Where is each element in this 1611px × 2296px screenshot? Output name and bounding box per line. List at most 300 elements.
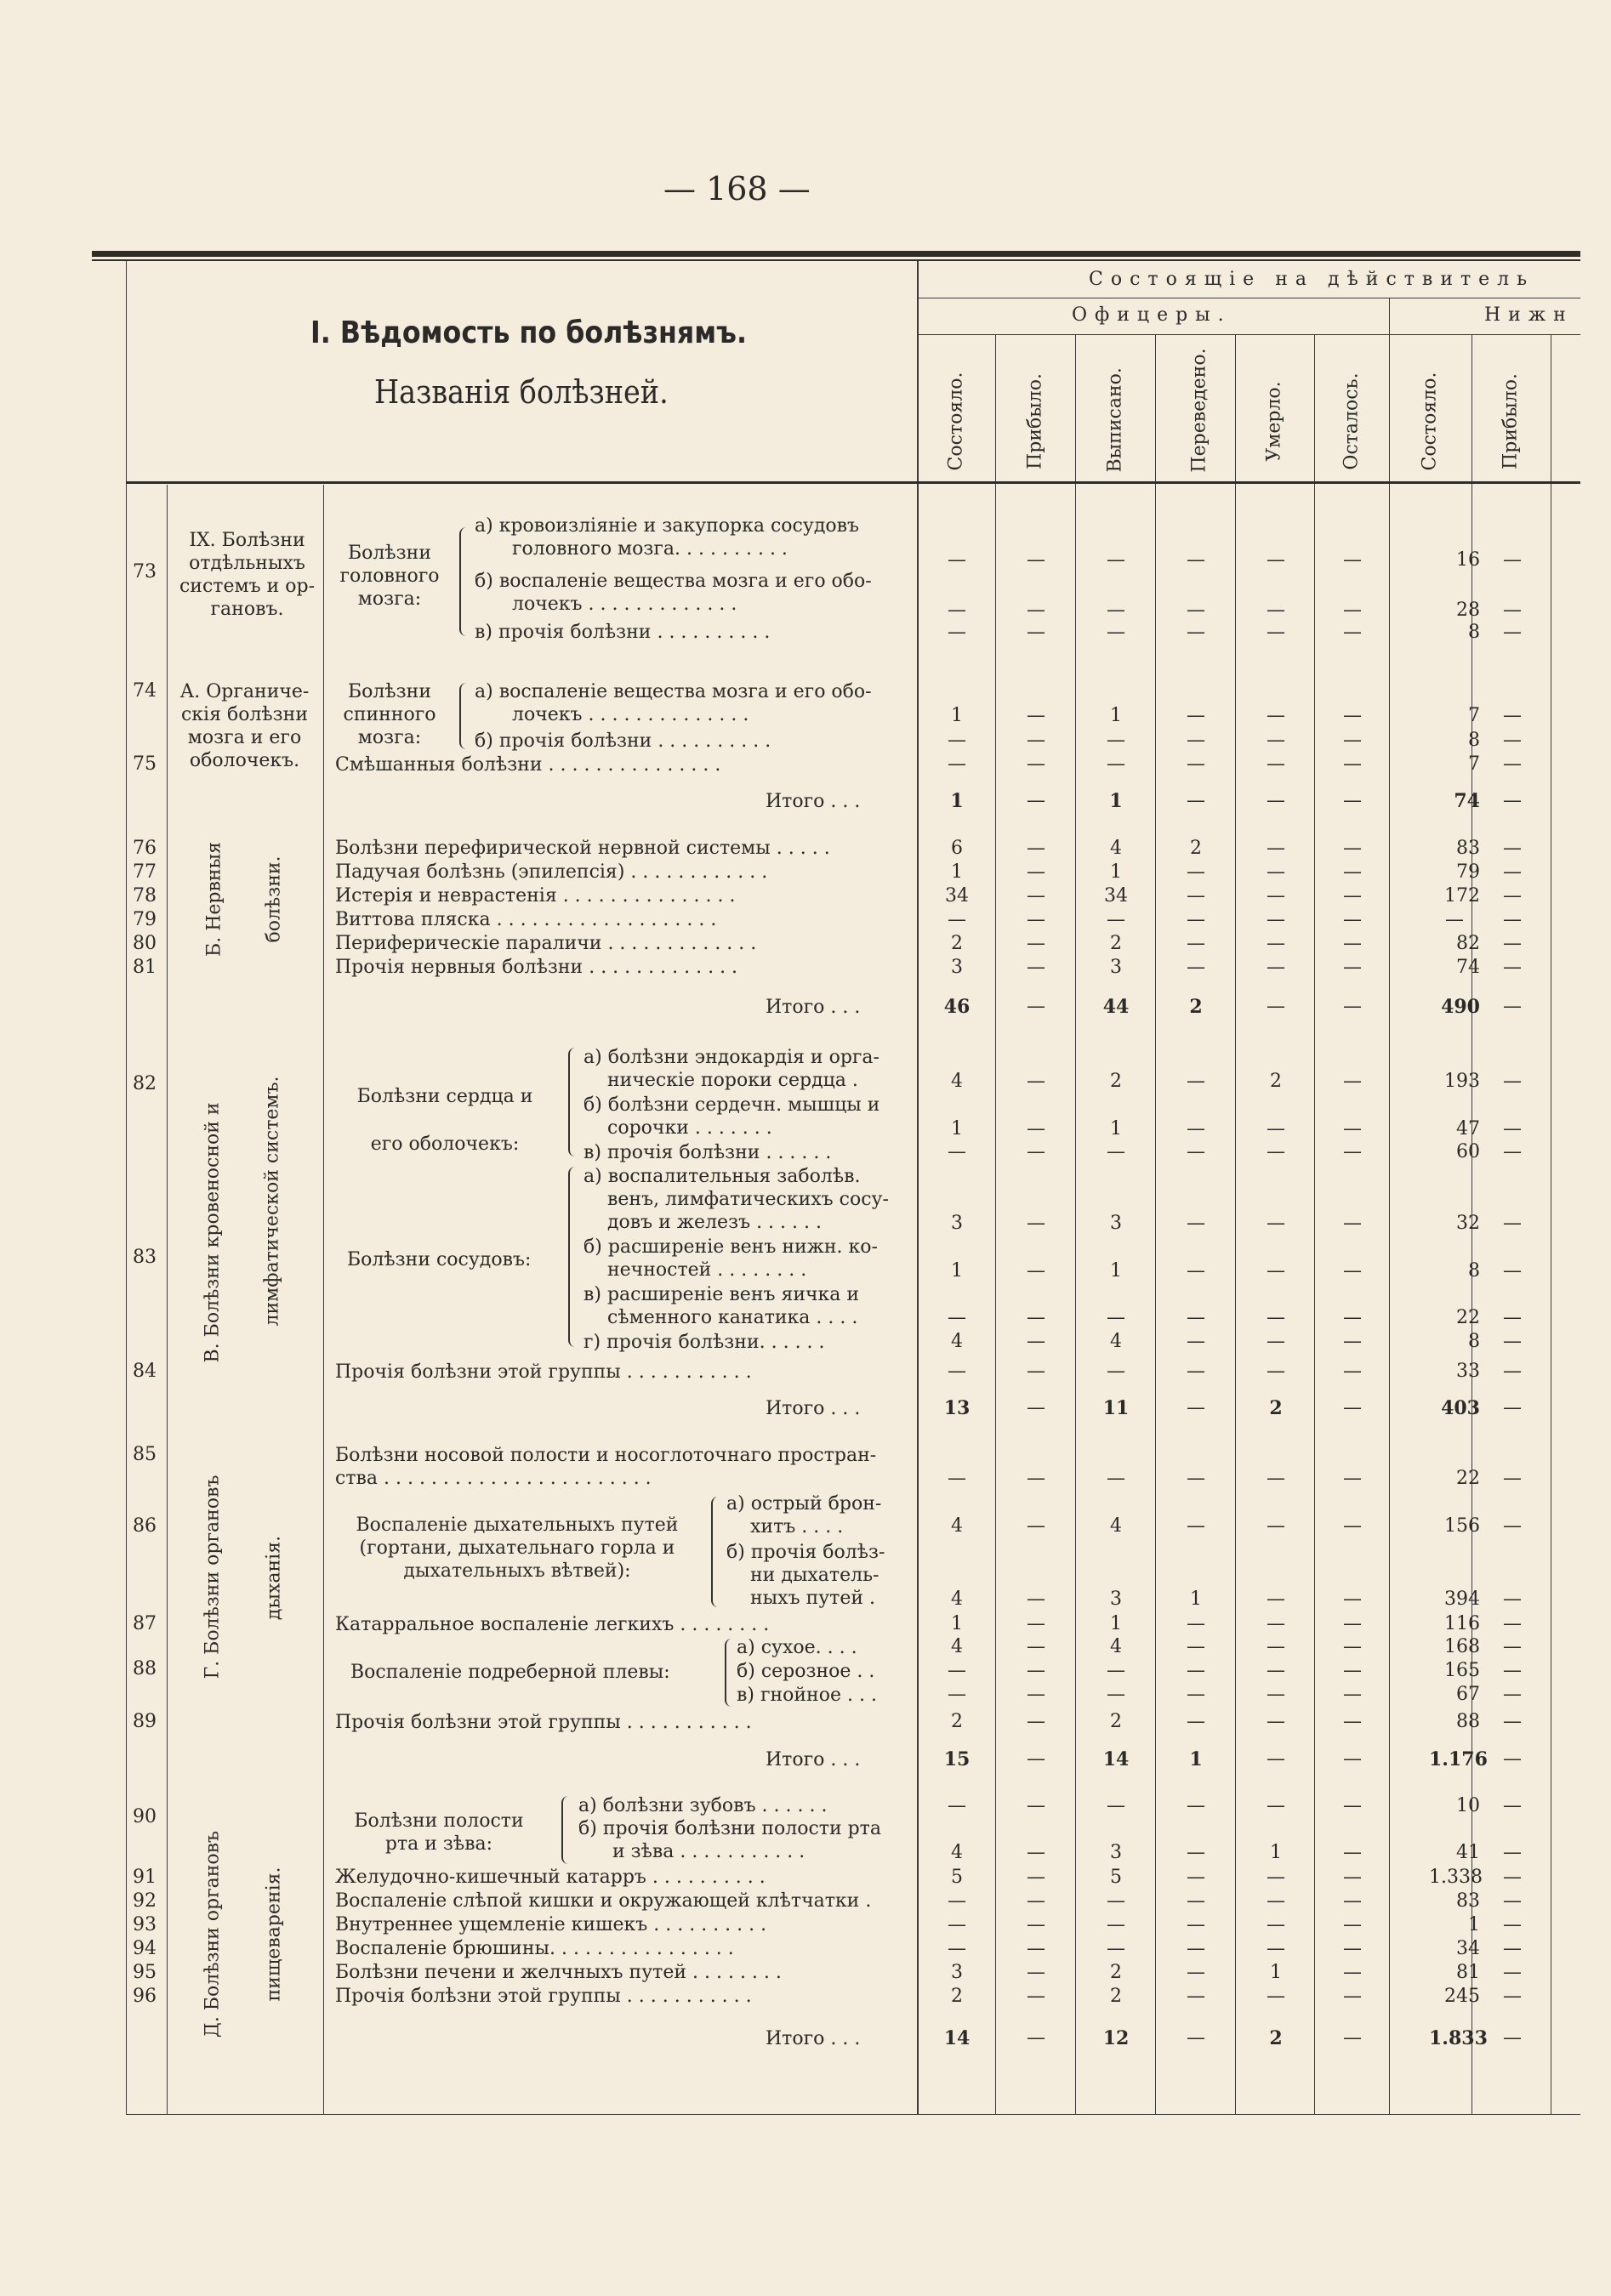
table-cell: — <box>1267 1515 1285 1537</box>
header-line <box>1389 298 1390 334</box>
table-cell: — <box>1187 933 1205 954</box>
table-cell: — <box>1503 1468 1522 1489</box>
table-cell: 4 <box>1110 838 1122 859</box>
section-title: Д. Болѣзни органовъ <box>202 1830 224 2038</box>
table-cell: — <box>1107 1914 1125 1935</box>
table-cell: — <box>1187 1260 1205 1282</box>
table-cell: — <box>1503 2027 1522 2049</box>
header-divider <box>917 261 919 2115</box>
row-75: Смѣшанныя болѣзни . . . . . . . . . . . . . . . <box>335 754 721 776</box>
table-cell: — <box>1107 1938 1125 1959</box>
table-cell: — <box>948 1468 966 1489</box>
table-cell: — <box>1187 1141 1205 1162</box>
table-cell: — <box>1187 1962 1205 1983</box>
left-border <box>126 261 127 2115</box>
table-cell: 14 <box>1102 1748 1130 1770</box>
group-label: Болѣзни спинного мозга: <box>343 681 436 748</box>
table-title: I. Вѣдомость по болѣзнямъ. <box>310 315 747 350</box>
table-cell: — <box>1503 1397 1522 1418</box>
table-cell: 2 <box>951 1711 963 1732</box>
table-cell: — <box>1267 1684 1285 1705</box>
table-cell: — <box>1187 1684 1205 1705</box>
table-cell: 8 <box>1468 1260 1480 1282</box>
table-cell: 4 <box>951 1331 963 1352</box>
table-cell: — <box>1267 1213 1285 1234</box>
col-line <box>995 334 996 2115</box>
row-number: 87 <box>133 1613 157 1634</box>
table-cell: — <box>1187 1890 1205 1912</box>
table-cell: 3 <box>1110 1588 1122 1610</box>
table-cell: 4 <box>951 1842 963 1863</box>
header-lower: Нижн <box>1484 304 1574 326</box>
header-bottom-rule <box>126 481 1580 484</box>
col-header: Выписано. <box>1104 367 1126 473</box>
table-cell: — <box>1343 1914 1362 1935</box>
table-cell: 60 <box>1456 1141 1480 1162</box>
table-cell: 2 <box>1110 1986 1122 2007</box>
table-cell: — <box>1503 1986 1522 2007</box>
table-cell: — <box>1027 838 1045 859</box>
table-cell: — <box>1343 1986 1362 2007</box>
table-cell: — <box>1503 1890 1522 1912</box>
table-cell: 83 <box>1456 1890 1480 1912</box>
table-cell: 22 <box>1456 1468 1480 1489</box>
table-cell: 2 <box>951 1986 963 2007</box>
table-cell: — <box>948 1141 966 1162</box>
table-cell: — <box>1267 1260 1285 1282</box>
table-cell: — <box>1503 1748 1522 1770</box>
row-88a: а) сухое. . . . <box>737 1637 857 1658</box>
table-cell: — <box>1027 1711 1045 1732</box>
header-status: Состоящіе на дѣйствитель <box>1089 269 1535 290</box>
col-border <box>323 485 324 2115</box>
row-73c: в) прочія болѣзни . . . . . . . . . . <box>475 622 771 643</box>
table-cell: — <box>1503 1842 1522 1863</box>
row-90b: б) прочія болѣзни полости рта и зѣва . . . . . . . . . . . <box>578 1818 881 1862</box>
table-cell: — <box>1343 1748 1362 1770</box>
table-cell: 1.176 <box>1429 1748 1488 1770</box>
row-88b: б) серозное . . <box>737 1661 875 1682</box>
section-title: В. Болѣзни кровеносной и <box>202 1102 224 1363</box>
table-cell: 1 <box>1468 1914 1480 1935</box>
table-cell: — <box>1343 1515 1362 1537</box>
table-cell: — <box>1187 1331 1205 1352</box>
brace <box>711 1497 721 1607</box>
group-label: Болѣзни головного мозга: <box>339 543 440 610</box>
col-line <box>1155 334 1156 2115</box>
total-label: Итого . . . <box>766 997 861 1018</box>
table-cell: — <box>1267 909 1285 930</box>
table-cell: — <box>1343 1842 1362 1863</box>
col-line <box>1075 334 1076 2115</box>
table-cell: — <box>948 1660 966 1681</box>
section-title: лимфатической системъ. <box>261 1076 283 1327</box>
table-cell: 2 <box>1269 1397 1283 1419</box>
table-cell: 403 <box>1441 1397 1480 1419</box>
row-83d: г) прочія болѣзни. . . . . . <box>583 1332 825 1353</box>
table-cell: — <box>1343 1890 1362 1912</box>
table-cell: 4 <box>951 1071 963 1092</box>
table-cell: — <box>1187 1071 1205 1092</box>
table-cell: — <box>1343 1331 1362 1352</box>
table-cell: 81 <box>1456 1962 1480 1983</box>
table-cell: 193 <box>1444 1071 1480 1092</box>
group-label: Болѣзни полости рта и зѣва: <box>354 1810 524 1855</box>
column-title: Названія болѣзней. <box>374 373 669 411</box>
row-number: 74 <box>133 680 157 702</box>
table-cell: 11 <box>1102 1397 1130 1419</box>
page-number: — 168 — <box>663 170 811 207</box>
table-cell: — <box>1187 1986 1205 2007</box>
table-cell: — <box>1267 1986 1285 2007</box>
row-83a: а) воспалительныя заболѣв. венъ, лимфатическихъ сосу- довъ и железъ . . . . . . <box>583 1166 889 1233</box>
table-cell: — <box>1187 1307 1205 1328</box>
table-cell: 1 <box>1270 1962 1282 1983</box>
table-cell: — <box>1027 1986 1045 2007</box>
group-label: Воспаленіе подреберной плевы: <box>350 1662 670 1683</box>
table-cell: — <box>1107 1141 1125 1162</box>
table-cell: — <box>1267 957 1285 978</box>
table-cell: — <box>1027 1914 1045 1935</box>
table-cell: — <box>948 1307 966 1328</box>
table-cell: 4 <box>1110 1331 1122 1352</box>
table-cell: — <box>1187 1914 1205 1935</box>
total-label: Итого . . . <box>766 791 861 812</box>
row-84: Прочія болѣзни этой группы . . . . . . . . . . . <box>335 1361 752 1383</box>
table-cell: 172 <box>1444 885 1480 906</box>
row-82a: а) болѣзни эндокардія и орга- ническіе пороки сердца . <box>583 1047 880 1091</box>
table-cell: 44 <box>1102 996 1130 1018</box>
table-cell: — <box>1343 1867 1362 1888</box>
col-header: Осталось. <box>1341 372 1363 470</box>
table-cell: — <box>1187 1118 1205 1139</box>
table-cell: — <box>1027 1331 1045 1352</box>
group-label: Болѣзни сердца и его оболочекъ: <box>356 1086 533 1155</box>
table-cell: — <box>1027 1397 1045 1418</box>
table-cell: 2 <box>1110 933 1122 954</box>
table-cell: 88 <box>1456 1711 1480 1732</box>
table-cell: — <box>1187 1468 1205 1489</box>
brace <box>568 1048 578 1157</box>
table-cell: 4 <box>1110 1515 1122 1537</box>
table-cell: — <box>1187 2027 1205 2049</box>
table-cell: — <box>1027 1842 1045 1863</box>
table-cell: 12 <box>1102 2027 1130 2049</box>
table-cell: 1 <box>1270 1842 1282 1863</box>
section-title: дыханія. <box>263 1535 285 1621</box>
row-number: 73 <box>133 561 157 583</box>
table-cell: — <box>1343 1361 1362 1382</box>
row-88c: в) гнойное . . . <box>737 1685 877 1706</box>
table-cell: 13 <box>943 1397 971 1419</box>
col-line <box>1389 334 1390 2115</box>
table-cell: — <box>948 1914 966 1935</box>
table-cell: 2 <box>951 933 963 954</box>
table-cell: — <box>1503 1071 1522 1092</box>
table-cell: 46 <box>943 996 971 1018</box>
table-cell: — <box>1503 1588 1522 1610</box>
row-number: 89 <box>133 1711 157 1732</box>
group-label: Воспаленіе дыхательныхъ путей (гортани, дыхательнаго горла и дыхательныхъ вѣтвей): <box>356 1515 679 1582</box>
table-cell: — <box>1343 838 1362 859</box>
brace <box>561 1796 572 1864</box>
table-cell: 1 <box>951 1118 963 1139</box>
row-number: 84 <box>133 1361 157 1382</box>
table-cell: — <box>1027 1260 1045 1282</box>
row-90a: а) болѣзни зубовъ . . . . . . <box>578 1795 828 1816</box>
table-cell: — <box>948 1890 966 1912</box>
brace <box>725 1639 735 1707</box>
table-cell: — <box>1503 1660 1522 1681</box>
table-cell: — <box>1343 1636 1362 1657</box>
table-cell: — <box>1107 1890 1125 1912</box>
col-line <box>1314 334 1315 2115</box>
table-cell: 3 <box>951 1962 963 1983</box>
table-cell: — <box>1343 885 1362 906</box>
table-cell: — <box>948 1795 966 1816</box>
table-cell: — <box>1343 1141 1362 1162</box>
table-cell: 1 <box>951 861 963 883</box>
table-cell: — <box>1187 1711 1205 1732</box>
col-header: Умерло. <box>1263 381 1285 462</box>
table-cell: — <box>1503 933 1522 954</box>
row-73b: б) воспаленіе вещества мозга и его обо- лочекъ . . . . . . . . . . . . . <box>475 571 872 615</box>
table-cell: — <box>1267 861 1285 883</box>
table-cell: 1 <box>1110 1260 1122 1282</box>
table-cell: — <box>1107 1660 1125 1681</box>
table-cell: 67 <box>1456 1684 1480 1705</box>
table-cell: — <box>1343 1213 1362 1234</box>
top-rule-thin <box>92 259 1580 261</box>
header-line <box>917 334 1580 335</box>
row-83c: в) расширеніе венъ яичка и сѣменного канатика . . . . <box>583 1284 860 1328</box>
table-cell: — <box>1027 1938 1045 1959</box>
table-cell: — <box>1267 838 1285 859</box>
col-header: Состояло. <box>945 372 967 471</box>
table-cell: — <box>1503 909 1522 930</box>
table-cell: — <box>1343 1684 1362 1705</box>
table-cell: 47 <box>1456 1118 1480 1139</box>
section-title: Г. Болѣзни органовъ <box>202 1475 224 1679</box>
table-cell: — <box>1027 1867 1045 1888</box>
table-cell: — <box>1187 1213 1205 1234</box>
table-cell: — <box>1267 1636 1285 1657</box>
total-label: Итого . . . <box>766 1749 861 1770</box>
table-cell: — <box>1267 996 1285 1017</box>
table-cell: — <box>1267 1588 1285 1610</box>
table-cell: — <box>1267 1307 1285 1328</box>
row-number: 85 <box>133 1444 157 1465</box>
table-cell: 490 <box>1441 996 1480 1018</box>
row-74b: б) прочія болѣзни . . . . . . . . . . <box>475 730 771 752</box>
table-cell: — <box>1503 1260 1522 1282</box>
section-title: пищеваренія. <box>263 1867 285 2002</box>
table-cell: — <box>1343 1660 1362 1681</box>
table-cell: 245 <box>1444 1986 1480 2007</box>
table-cell: — <box>1503 1636 1522 1657</box>
table-cell: — <box>1027 996 1045 1017</box>
table-cell: — <box>1267 1748 1285 1770</box>
table-cell: — <box>1267 1938 1285 1959</box>
row-86b: б) прочія болѣз- ни дыхатель- ныхъ путей . <box>726 1542 885 1609</box>
table-cell: — <box>1503 885 1522 906</box>
table-cell: — <box>1343 1962 1362 1983</box>
table-cell: — <box>1027 1748 1045 1770</box>
table-cell: — <box>1343 1071 1362 1092</box>
table-cell: — <box>1503 861 1522 883</box>
table-cell: 82 <box>1456 933 1480 954</box>
table-cell: — <box>1187 1842 1205 1863</box>
table-cell: 3 <box>1110 1213 1122 1234</box>
table-cell: — <box>1343 1397 1362 1418</box>
table-cell: 5 <box>951 1867 963 1888</box>
table-cell: 3 <box>1110 957 1122 978</box>
table-cell: 14 <box>943 2027 971 2049</box>
row-number: 83 <box>133 1247 157 1268</box>
table-cell: — <box>1343 1938 1362 1959</box>
row-number: 86 <box>133 1515 157 1537</box>
row-85: Болѣзни носовой полости и носоглоточнаго простран- ства . . . . . . . . . . . . . . . . . . . . . . . <box>335 1445 877 1489</box>
table-cell: — <box>1267 1795 1285 1816</box>
table-cell: — <box>1267 1867 1285 1888</box>
col-header: Прибыло. <box>1024 373 1046 469</box>
table-cell: 1 <box>1190 1588 1202 1610</box>
section-title: болѣзни. <box>263 855 285 943</box>
table-cell: 156 <box>1444 1515 1480 1537</box>
header-officers: Офицеры. <box>1072 304 1232 326</box>
table-cell: 34 <box>945 885 969 906</box>
table-cell: — <box>1503 838 1522 859</box>
table-cell: — <box>1267 1914 1285 1935</box>
table-cell: — <box>1027 1890 1045 1912</box>
table-cell: — <box>1267 1660 1285 1681</box>
table-cell: — <box>1187 1397 1205 1418</box>
row-73a: а) кровоизліяніе и закупорка сосудовъ головного мозга. . . . . . . . . . <box>475 515 859 560</box>
table-cell: — <box>1503 1361 1522 1382</box>
row-87: Катарральное воспаленіе легкихъ . . . . . . . . <box>335 1614 770 1635</box>
table-cell: — <box>1503 1867 1522 1888</box>
brace <box>459 527 470 636</box>
table-cell: — <box>1267 1141 1285 1162</box>
table-cell: 3 <box>951 1213 963 1234</box>
table-cell: — <box>1343 933 1362 954</box>
table-cell: 2 <box>1110 1711 1122 1732</box>
table-cell: — <box>1503 1684 1522 1705</box>
table-cell: 1 <box>1110 1118 1122 1139</box>
table-cell: 6 <box>951 838 963 859</box>
table-cell: — <box>1343 2027 1362 2049</box>
table-cell: — <box>1107 1795 1125 1816</box>
table-cell: 5 <box>1110 1867 1122 1888</box>
table-cell: — <box>1343 996 1362 1017</box>
table-cell: 8 <box>1468 1331 1480 1352</box>
row-number: 82 <box>133 1073 157 1094</box>
table-cell: 1 <box>1110 861 1122 883</box>
table-cell: 1.833 <box>1429 2027 1488 2049</box>
table-cell: — <box>1503 1307 1522 1328</box>
table-cell: 34 <box>1104 885 1128 906</box>
col-header: Прибыло. <box>1500 373 1522 469</box>
table-cell: — <box>1027 1795 1045 1816</box>
table-cell: 10 <box>1456 1795 1480 1816</box>
table-cell: — <box>1343 1588 1362 1610</box>
col-header: Переведено. <box>1188 348 1210 473</box>
table-cell: — <box>1187 1613 1205 1634</box>
row-83b: б) расширеніе венъ нижн. ко- нечностей . . . . . . . . <box>583 1236 878 1281</box>
section-title: IX. Болѣзни отдѣльныхъ системъ и ор- гановъ. <box>179 530 316 620</box>
total-label: Итого . . . <box>766 1398 861 1419</box>
table-cell: — <box>1027 1684 1045 1705</box>
table-cell: — <box>1187 1867 1205 1888</box>
row-89: Прочія болѣзни этой группы . . . . . . . . . . . <box>335 1712 752 1733</box>
table-cell: — <box>1503 1613 1522 1634</box>
table-cell: — <box>948 909 966 930</box>
table-cell: — <box>1503 1515 1522 1537</box>
table-cell: 1 <box>1110 1613 1122 1634</box>
section-title: А. Органиче- скія болѣзни мозга и его оболочекъ. <box>179 681 310 771</box>
row-number: 88 <box>133 1658 157 1679</box>
table-cell: — <box>1187 1795 1205 1816</box>
table-cell: — <box>1027 1213 1045 1234</box>
table-cell: — <box>1027 1660 1045 1681</box>
table-cell: — <box>1027 1613 1045 1634</box>
table-cell: — <box>1027 1071 1045 1092</box>
table-cell: — <box>1503 1938 1522 1959</box>
table-cell: 4 <box>951 1636 963 1657</box>
table-cell: — <box>1343 1118 1362 1139</box>
table-cell: — <box>1027 1141 1045 1162</box>
table-cell: — <box>1503 1213 1522 1234</box>
row-82c: в) прочія болѣзни . . . . . . <box>583 1142 832 1163</box>
table-cell: — <box>1027 1636 1045 1657</box>
row-74a: а) воспаленіе вещества мозга и его обо- лочекъ . . . . . . . . . . . . . . <box>475 681 872 725</box>
table-cell: — <box>948 1361 966 1382</box>
table-cell: — <box>1187 1361 1205 1382</box>
table-cell: 1 <box>1189 1748 1203 1770</box>
table-cell: — <box>1267 1890 1285 1912</box>
table-cell: 2 <box>1190 838 1202 859</box>
table-cell: — <box>1027 933 1045 954</box>
table-cell: — <box>1187 1515 1205 1537</box>
brace <box>459 683 470 749</box>
table-cell: 165 <box>1444 1660 1480 1681</box>
table-cell: — <box>1107 1361 1125 1382</box>
table-cell: — <box>1027 1468 1045 1489</box>
table-cell: — <box>1343 957 1362 978</box>
table-cell: — <box>1107 1307 1125 1328</box>
table-cell: — <box>1343 1711 1362 1732</box>
table-cell: 3 <box>1110 1842 1122 1863</box>
table-cell: — <box>1343 861 1362 883</box>
table-cell: — <box>1187 909 1205 930</box>
table-cell: — <box>1267 1711 1285 1732</box>
table-cell: 1.338 <box>1429 1867 1483 1888</box>
table-cell: — <box>1027 885 1045 906</box>
table-cell: 4 <box>951 1515 963 1537</box>
table-cell: — <box>1187 1938 1205 1959</box>
table-cell: 3 <box>951 957 963 978</box>
table-cell: 22 <box>1456 1307 1480 1328</box>
top-rule-thick <box>92 251 1580 257</box>
table-cell: — <box>1267 933 1285 954</box>
table-cell: — <box>1267 1118 1285 1139</box>
table-cell: 4 <box>1110 1636 1122 1657</box>
table-cell: 4 <box>951 1588 963 1610</box>
table-cell: 83 <box>1456 838 1480 859</box>
table-cell: — <box>1267 1613 1285 1634</box>
table-cell: 1 <box>951 1260 963 1282</box>
table-cell: 2 <box>1110 1071 1122 1092</box>
